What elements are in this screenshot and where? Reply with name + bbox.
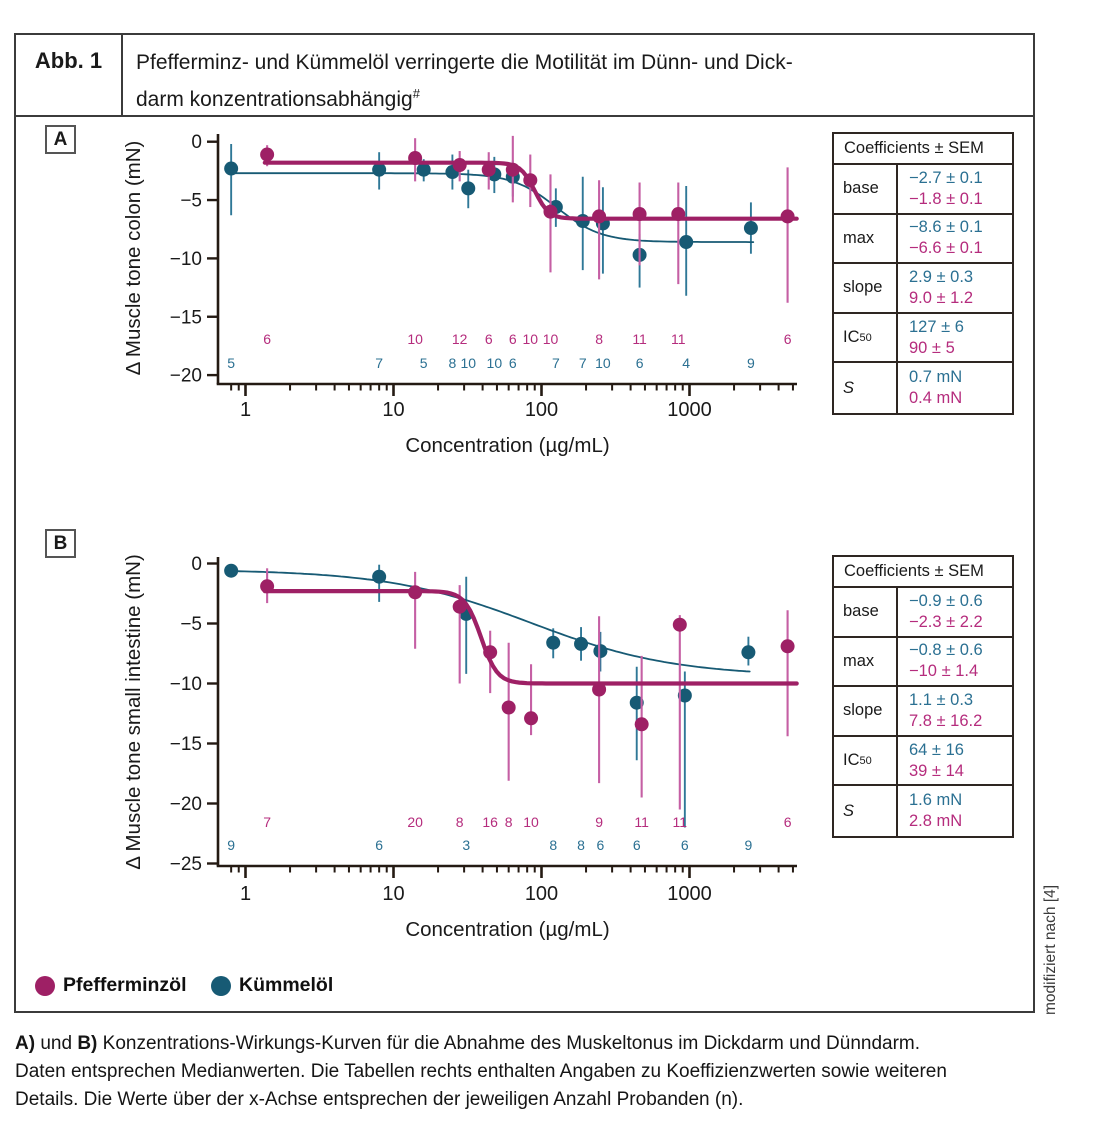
- svg-text:7: 7: [375, 355, 384, 371]
- svg-text:8: 8: [448, 355, 457, 371]
- svg-text:8: 8: [549, 837, 558, 853]
- value-kuemmeloel: −0.8 ± 0.6: [909, 641, 983, 660]
- value-kuemmeloel: 1.6 mN: [909, 791, 963, 810]
- svg-text:7: 7: [263, 814, 272, 830]
- value-pfefferminzoel: 0.4 mN: [909, 389, 963, 408]
- value-kuemmeloel: −0.9 ± 0.6: [909, 591, 983, 610]
- svg-text:7: 7: [551, 355, 560, 371]
- value-kuemmeloel: 0.7 mN: [909, 368, 963, 387]
- svg-text:−20: −20: [169, 365, 202, 387]
- svg-text:10: 10: [407, 331, 423, 347]
- value-pfefferminzoel: −6.6 ± 0.1: [909, 239, 983, 258]
- table-a-row-s: S 0.7 mN 0.4 mN: [834, 363, 1012, 413]
- value-kuemmeloel: 64 ± 16: [909, 740, 964, 759]
- svg-text:100: 100: [524, 883, 559, 905]
- value-kuemmeloel: −8.6 ± 0.1: [909, 218, 983, 237]
- svg-text:100: 100: [524, 399, 559, 421]
- svg-text:5: 5: [227, 355, 236, 371]
- value-pfefferminzoel: −10 ± 1.4: [909, 662, 979, 681]
- svg-text:−15: −15: [169, 734, 202, 755]
- svg-text:10: 10: [460, 355, 477, 371]
- svg-text:11: 11: [672, 814, 688, 830]
- svg-text:1: 1: [239, 399, 252, 421]
- svg-text:9: 9: [595, 814, 603, 830]
- coefficients-table-a: [832, 132, 1014, 415]
- coefficients-table-b: [832, 555, 1014, 838]
- table-a-header: Coefficients ± SEM: [834, 134, 1012, 165]
- figure-title-line1: Pfefferminz- und Kümmelöl verringerte die Motilität im Dünn- und Dick-: [136, 51, 793, 74]
- figure-title-footnote-marker: #: [412, 86, 420, 101]
- svg-text:5: 5: [419, 355, 428, 371]
- value-kuemmeloel: 127 ± 6: [909, 317, 964, 336]
- value-kuemmeloel: 1.1 ± 0.3: [909, 690, 974, 709]
- svg-text:6: 6: [783, 814, 792, 830]
- svg-text:11: 11: [632, 331, 647, 347]
- value-kuemmeloel: −2.7 ± 0.1: [909, 168, 983, 187]
- svg-text:Δ Muscle tone small intestine: Δ Muscle tone small intestine (mN): [122, 554, 145, 870]
- table-a-row-slope: slope 2.9 ± 0.3 9.0 ± 1.2: [834, 264, 1012, 314]
- svg-text:10: 10: [542, 331, 559, 347]
- table-b-row-ic50: IC 50 64 ± 16 39 ± 14: [834, 737, 1012, 787]
- svg-text:−10: −10: [169, 674, 202, 695]
- svg-text:10: 10: [522, 331, 539, 347]
- figure-title: [123, 35, 1033, 115]
- value-pfefferminzoel: 2.8 mN: [909, 812, 963, 831]
- legend-item-pfefferminzoel: [35, 974, 187, 997]
- svg-text:8: 8: [504, 814, 513, 830]
- figure-caption: [15, 1030, 1090, 1114]
- svg-text:−25: −25: [169, 854, 202, 875]
- svg-text:0: 0: [191, 132, 202, 154]
- svg-text:10: 10: [595, 355, 611, 371]
- svg-text:6: 6: [680, 837, 689, 853]
- value-pfefferminzoel: 39 ± 14: [909, 761, 964, 780]
- figure-title-line2: darm konzentrationsabhängig: [136, 88, 413, 111]
- table-b-header: Coefficients ± SEM: [834, 557, 1012, 588]
- svg-text:3: 3: [462, 837, 471, 853]
- svg-text:−15: −15: [169, 307, 202, 329]
- svg-text:6: 6: [783, 331, 792, 347]
- value-pfefferminzoel: −1.8 ± 0.1: [909, 189, 983, 208]
- svg-text:0: 0: [191, 554, 202, 575]
- value-pfefferminzoel: 7.8 ± 16.2: [909, 711, 983, 730]
- svg-text:11: 11: [671, 331, 686, 347]
- svg-text:Concentration (µg/mL): Concentration (µg/mL): [405, 918, 610, 941]
- svg-text:1: 1: [239, 883, 252, 905]
- legend-label: Kümmelöl: [239, 974, 334, 996]
- svg-text:10: 10: [382, 399, 405, 421]
- svg-text:−5: −5: [180, 190, 202, 212]
- table-b-row-slope: slope 1.1 ± 0.3 7.8 ± 16.2: [834, 687, 1012, 737]
- svg-text:9: 9: [744, 837, 753, 853]
- table-a-row-max: max −8.6 ± 0.1 −6.6 ± 0.1: [834, 215, 1012, 265]
- svg-text:4: 4: [682, 355, 691, 371]
- caption-line2: Daten entsprechen Medianwerten. Die Tabellen rechts enthalten Angaben zu Koeffizienzwerten sowie weiteren: [15, 1061, 947, 1082]
- caption-line1: A) und B) Konzentrations-Wirkungs-Kurven für die Abnahme des Muskeltonus im Dickdarm und Dünndarm.: [15, 1033, 921, 1054]
- legend-item-kuemmeloel: [211, 974, 333, 997]
- svg-text:6: 6: [596, 837, 605, 853]
- source-note: modifiziert nach [4]: [1042, 884, 1059, 1015]
- value-kuemmeloel: 2.9 ± 0.3: [909, 267, 974, 286]
- svg-text:6: 6: [508, 355, 517, 371]
- table-b-row-s: S 1.6 mN 2.8 mN: [834, 786, 1012, 836]
- svg-text:11: 11: [634, 814, 649, 830]
- svg-text:6: 6: [484, 331, 493, 347]
- value-pfefferminzoel: −2.3 ± 2.2: [909, 612, 983, 631]
- table-a-row-ic50: IC 50 127 ± 6 90 ± 5: [834, 314, 1012, 364]
- svg-text:10: 10: [382, 883, 405, 905]
- svg-text:6: 6: [508, 331, 517, 347]
- svg-text:6: 6: [632, 837, 641, 853]
- svg-text:10: 10: [523, 814, 539, 830]
- caption-line3: Details. Die Werte über der x-Achse entsprechen der jeweiligen Anzahl Probanden (n).: [15, 1089, 744, 1110]
- svg-text:1000: 1000: [667, 883, 712, 905]
- svg-text:6: 6: [635, 355, 644, 371]
- svg-text:6: 6: [263, 331, 272, 347]
- svg-text:−10: −10: [169, 248, 202, 270]
- svg-text:−5: −5: [180, 614, 202, 635]
- value-pfefferminzoel: 9.0 ± 1.2: [909, 288, 974, 307]
- figure-label: Abb. 1: [16, 35, 123, 115]
- svg-text:9: 9: [227, 837, 236, 853]
- figure-title-bar: [16, 35, 1033, 117]
- svg-text:Δ Muscle tone colon (mN): Δ Muscle tone colon (mN): [122, 140, 145, 376]
- svg-text:8: 8: [595, 331, 603, 347]
- table-a-row-base: base −2.7 ± 0.1 −1.8 ± 0.1: [834, 165, 1012, 215]
- pfefferminzoel-dot-icon: [35, 976, 55, 996]
- legend-label: Pfefferminzöl: [63, 974, 187, 996]
- svg-text:−20: −20: [169, 794, 202, 815]
- panel-b-label: B: [45, 529, 76, 558]
- svg-text:Concentration (µg/mL): Concentration (µg/mL): [405, 434, 610, 457]
- table-b-row-max: max −0.8 ± 0.6 −10 ± 1.4: [834, 638, 1012, 688]
- svg-text:12: 12: [451, 331, 468, 347]
- table-b-row-base: base −0.9 ± 0.6 −2.3 ± 2.2: [834, 588, 1012, 638]
- value-pfefferminzoel: 90 ± 5: [909, 338, 955, 357]
- kuemmeloel-dot-icon: [211, 976, 231, 996]
- svg-text:9: 9: [747, 355, 755, 371]
- svg-text:16: 16: [482, 814, 498, 830]
- svg-text:8: 8: [577, 837, 585, 853]
- svg-text:10: 10: [486, 355, 503, 371]
- panel-a-label: A: [45, 125, 76, 154]
- svg-text:8: 8: [455, 814, 464, 830]
- svg-text:7: 7: [578, 355, 587, 371]
- svg-text:6: 6: [375, 837, 384, 853]
- svg-text:20: 20: [407, 814, 423, 830]
- svg-text:1000: 1000: [667, 399, 712, 421]
